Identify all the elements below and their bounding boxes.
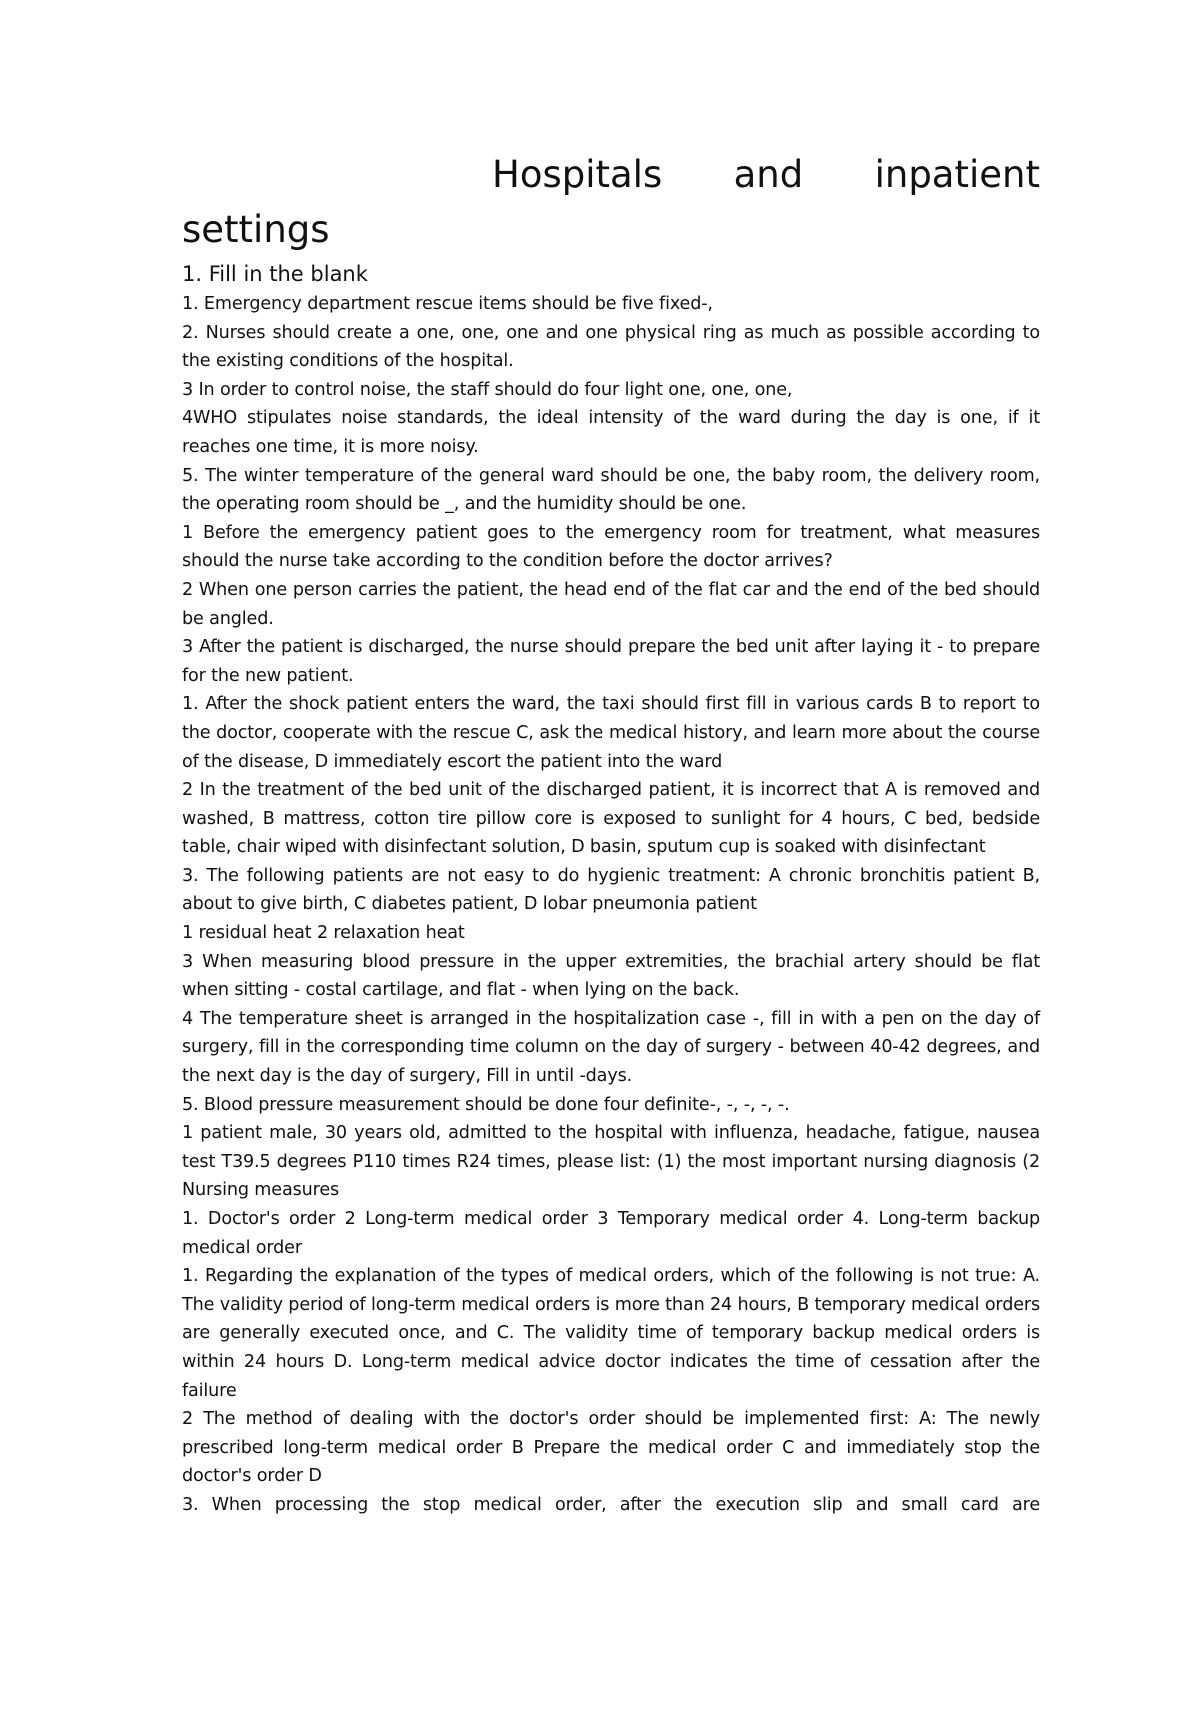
paragraph: 4WHO stipulates noise standards, the ideal intensity of the ward during the day is one, if it reaches one time, it is more noisy. bbox=[182, 408, 1040, 457]
paragraph: 4 The temperature sheet is arranged in the hospitalization case -, fill in with a pen on the day of surgery, fill in the corresponding time column on the day of surgery - between 40-42 degrees, and the next day is the day of surgery, Fill in until -days. bbox=[182, 1008, 1040, 1087]
section-heading: 1. Fill in the blank bbox=[182, 262, 368, 286]
paragraph: 5. Blood pressure measurement should be done four definite-, -, -, -, -. bbox=[182, 1094, 790, 1115]
document-title: Hospitals and inpatient bbox=[492, 153, 1040, 196]
paragraph: 3. The following patients are not easy to do hygienic treatment: A chronic bronchitis patient B, about to give birth, C diabetes patient, D lobar pneumonia patient bbox=[182, 865, 1040, 915]
paragraph: 1. After the shock patient enters the ward, the taxi should first fill in various cards B to report to the doctor, cooperate with the rescue C, ask the medical history, and learn more about the course of the disease, D immediately escort the patient into the ward bbox=[182, 694, 1040, 772]
paragraph: 2 When one person carries the patient, the head end of the flat car and the end of the bed should be angled. bbox=[182, 579, 1040, 629]
paragraph: 1. Doctor's order 2 Long-term medical order 3 Temporary medical order 4. Long-term backup medical order bbox=[182, 1209, 1040, 1258]
paragraph: 2. Nurses should create a one, one, one and one physical ring as much as possible according to the existing conditions of the hospital. bbox=[182, 322, 1040, 372]
paragraph: 3 In order to control noise, the staff should do four light one, one, one, bbox=[182, 379, 793, 400]
document-page bbox=[182, 148, 1040, 1520]
paragraph: 2 In the treatment of the bed unit of the discharged patient, it is incorrect that A is removed and washed, B mattress, cotton tire pillow core is exposed to sunlight for 4 hours, C bed, bedside table, chair wiped with disinfectant solution, D basin, sputum cup is soaked with disinfectant bbox=[182, 780, 1040, 858]
paragraph: 1 patient male, 30 years old, admitted to the hospital with influenza, headache, fatigue, nausea test T39.5 degrees P110 times R24 times, please list: (1) the most important nursing diagnosis (2 Nursing measures bbox=[182, 1123, 1040, 1201]
document-title-continuation: settings bbox=[182, 208, 330, 251]
paragraph: 2 The method of dealing with the doctor's order should be implemented first: A: The newly prescribed long-term medical order B Prepare the medical order C and immediately stop the doctor's order D bbox=[182, 1409, 1040, 1487]
paragraph: 3 When measuring blood pressure in the upper extremities, the brachial artery should be flat when sitting - costal cartilage, and flat - when lying on the back. bbox=[182, 951, 1040, 1001]
paragraph: 1. Emergency department rescue items should be five fixed-, bbox=[182, 294, 713, 314]
paragraph: 1. Regarding the explanation of the types of medical orders, which of the following is not true: A. The validity period of long-term medical orders is more than 24 hours, B temporary medical orders are generally executed once, and C. The validity time of temporary backup medical orders is within 24 hours D. Long-term medical advice doctor indicates the time of cessation after the failure bbox=[182, 1266, 1040, 1401]
paragraph: 1 Before the emergency patient goes to the emergency room for treatment, what measures should the nurse take according to the condition before the doctor arrives? bbox=[182, 522, 1040, 572]
paragraph: 5. The winter temperature of the general ward should be one, the baby room, the delivery room, the operating room should be _, and the humidity should be one. bbox=[182, 465, 1040, 515]
paragraph: 1 residual heat 2 relaxation heat bbox=[182, 923, 465, 944]
paragraph: 3 After the patient is discharged, the nurse should prepare the bed unit after laying it - to prepare for the new patient. bbox=[182, 637, 1040, 686]
paragraph: 3. When processing the stop medical order, after the execution slip and small card are bbox=[182, 1494, 1040, 1515]
